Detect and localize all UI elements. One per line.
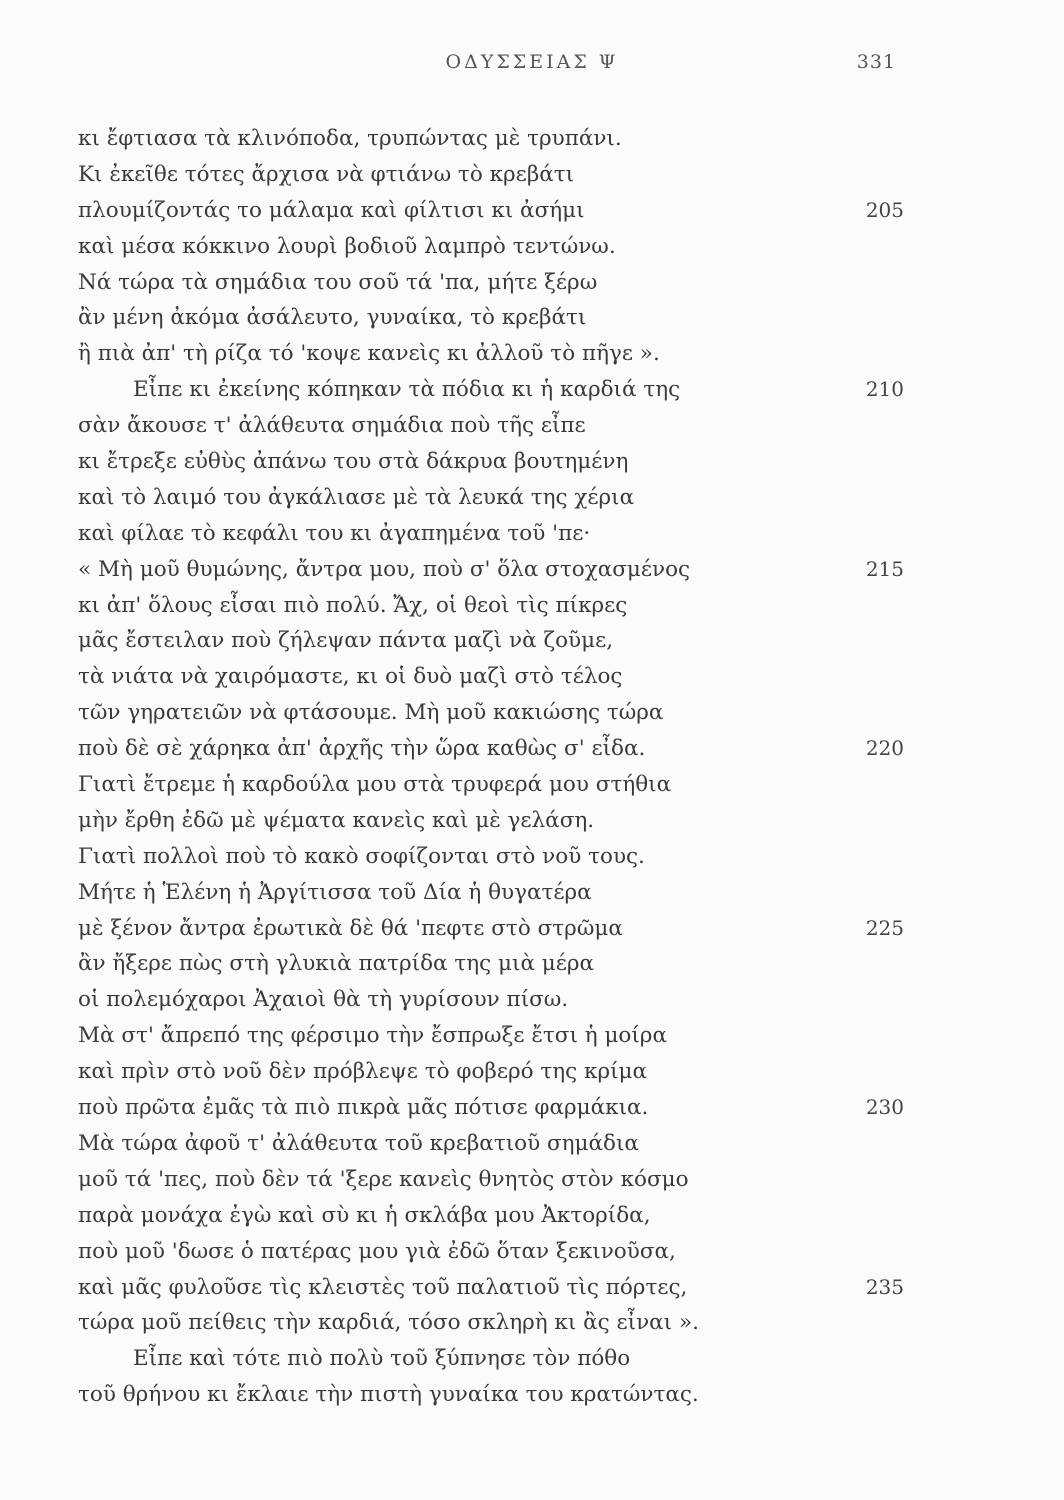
verse-line: [0, 300, 1064, 336]
verse-line: [0, 1377, 1064, 1413]
verse-line-text: κι ἔφτιασα τὰ κλινόποδα, τρυπώντας μὲ τρυπάνι.: [78, 126, 622, 151]
line-number: 230: [865, 1095, 904, 1120]
verse-line-text: καὶ μέσα κόκκινο λουρὶ βοδιοῦ λαμπρὸ τεντώνω.: [78, 233, 616, 259]
line-number: 210: [865, 377, 904, 402]
verse-line: [0, 265, 1064, 301]
verse-line-text: Νά τώρα τὰ σημάδια του σοῦ τά 'πα, μήτε ξέρω: [78, 269, 598, 295]
verse-line: [0, 875, 1064, 911]
verse-line: [0, 444, 1064, 480]
verse-line: [0, 408, 1064, 444]
verse-line: [0, 767, 1064, 803]
verse-line: [0, 839, 1064, 875]
verse-line: [0, 1054, 1064, 1090]
verse-line: [0, 1126, 1064, 1162]
line-number: 205: [865, 197, 904, 222]
verse-line: [0, 193, 1064, 229]
verse-line-text: μὴν ἔρθη ἐδῶ μὲ ψέματα κανεὶς καὶ μὲ γελάση.: [78, 807, 595, 833]
verse-line-text: μοῦ τά 'πες, ποὺ δὲν τά 'ξερε κανεὶς θνητὸς στὸν κόσμο: [78, 1166, 689, 1192]
verse-line: [0, 659, 1064, 695]
line-number: 215: [865, 556, 904, 581]
verse-line: [0, 516, 1064, 552]
verse-line: [0, 803, 1064, 839]
verse-line-text: πλουμίζοντάς το μάλαμα καὶ φίλτισι κι ἀσήμι: [78, 197, 585, 223]
verse-line: [0, 731, 1064, 767]
verse-line-text: Εἶπε κι ἐκείνης κόπηκαν τὰ πόδια κι ἡ καρδιά της: [133, 377, 681, 403]
verse-line-text: καὶ φίλαε τὸ κεφάλι του κι ἀγαπημένα τοῦ 'πε·: [78, 520, 591, 546]
verse-line-text: Κι ἐκεῖθε τότες ἄρχισα νὰ φτιάνω τὸ κρεβάτι: [78, 161, 575, 187]
verse-line: [0, 1162, 1064, 1198]
verse-line-text: παρὰ μονάχα ἐγὼ καὶ σὺ κι ἡ σκλάβα μου Ἀκτορίδα,: [78, 1202, 651, 1228]
verse-line-text: τῶν γηρατειῶν νὰ φτάσουμε. Μὴ μοῦ κακιώσης τώρα: [78, 700, 664, 726]
verse-line-text: μᾶς ἔστειλαν ποὺ ζήλεψαν πάντα μαζὶ νὰ ζοῦμε,: [78, 628, 614, 654]
verse-line-text: Μὰ στ' ἄπρεπό της φέρσιμο τὴν ἔσπρωξε ἔτσι ἡ μοίρα: [78, 1023, 667, 1049]
verse-line-text: ποὺ μοῦ 'δωσε ὁ πατέρας μου γιὰ ἐδῶ ὅταν ξεκινοῦσα,: [78, 1238, 676, 1264]
verse-line: [0, 1234, 1064, 1270]
verse-line-text: Γιατὶ ἔτρεμε ἡ καρδούλα μου στὰ τρυφερά μου στήθια: [78, 772, 672, 798]
verse-line-text: τώρα μοῦ πείθεις τὴν καρδιά, τόσο σκληρὴ κι ἂς εἶναι ».: [78, 1310, 699, 1336]
verse-line-text: τοῦ θρήνου κι ἔκλαιε τὴν πιστὴ γυναίκα του κρατώντας.: [78, 1382, 699, 1408]
verse-line-text: Εἶπε καὶ τότε πιὸ πολὺ τοῦ ξύπνησε τὸν πόθο: [133, 1346, 631, 1372]
verse-line-text: μὲ ξένον ἄντρα ἐρωτικὰ δὲ θά 'πεφτε στὸ στρῶμα: [78, 915, 623, 941]
verse-line: [0, 372, 1064, 408]
verse-line-text: κι ἀπ' ὅλους εἶσαι πιὸ πολύ. Ἄχ, οἱ θεοὶ τὶς πίκρες: [78, 592, 628, 618]
verse-line-text: ποὺ δὲ σὲ χάρηκα ἀπ' ἀρχῆς τὴν ὥρα καθὼς σ' εἶδα.: [78, 736, 646, 762]
verse-line: [0, 336, 1064, 372]
verse-line: [0, 911, 1064, 947]
verse-line: [0, 552, 1064, 588]
verse-line: [0, 480, 1064, 516]
verse-text: [0, 121, 1064, 1413]
verse-line: [0, 695, 1064, 731]
verse-line-text: « Μὴ μοῦ θυμώνης, ἄντρα μου, ποὺ σ' ὅλα στοχασμένος: [78, 556, 691, 582]
running-title: ΟΔΥΣΣΕΙΑΣ Ψ: [445, 51, 619, 73]
verse-line-text: Γιατὶ πολλοὶ ποὺ τὸ κακὸ σοφίζονται στὸ νοῦ τους.: [78, 843, 645, 869]
verse-line: [0, 1090, 1064, 1126]
verse-line-text: τὰ νιάτα νὰ χαιρόμαστε, κι οἱ δυὸ μαζὶ στὸ τέλος: [78, 664, 623, 690]
verse-line: [0, 946, 1064, 982]
verse-line: [0, 229, 1064, 265]
verse-line-text: καὶ τὸ λαιμό του ἀγκάλιασε μὲ τὰ λευκά της χέρια: [78, 484, 635, 510]
verse-line-text: ποὺ πρῶτα ἐμᾶς τὰ πιὸ πικρὰ μᾶς πότισε φαρμάκια.: [78, 1095, 649, 1121]
verse-line: [0, 1341, 1064, 1377]
line-number: 235: [865, 1274, 904, 1299]
verse-line: [0, 623, 1064, 659]
verse-line: [0, 588, 1064, 624]
verse-line-text: ἢ πιὰ ἀπ' τὴ ρίζα τό 'κοψε κανεὶς κι ἀλλοῦ τὸ πῆγε ».: [78, 341, 660, 367]
verse-line: [0, 1018, 1064, 1054]
verse-line: [0, 1198, 1064, 1234]
verse-line-text: καὶ πρὶν στὸ νοῦ δὲν πρόβλεψε τὸ φοβερό της κρίμα: [78, 1059, 648, 1085]
verse-line-text: οἱ πολεμόχαροι Ἀχαιοὶ θὰ τὴ γυρίσουν πίσω.: [78, 987, 569, 1013]
verse-line-text: κι ἔτρεξε εὐθὺς ἀπάνω του στὰ δάκρυα βουτημένη: [78, 449, 629, 475]
line-number: 220: [865, 736, 904, 761]
verse-line-text: ἂν ἤξερε πὼς στὴ γλυκιὰ πατρίδα της μιὰ μέρα: [78, 951, 595, 977]
verse-line: [0, 157, 1064, 193]
verse-line: [0, 1305, 1064, 1341]
verse-line: [0, 121, 1064, 157]
verse-line: [0, 1270, 1064, 1306]
verse-line-text: σὰν ἄκουσε τ' ἀλάθευτα σημάδια ποὺ τῆς εἶπε: [78, 413, 586, 439]
verse-line-text: ἂν μένη ἀκόμα ἀσάλευτο, γυναίκα, τὸ κρεβάτι: [78, 305, 587, 331]
verse-line: [0, 982, 1064, 1018]
verse-line-text: Μήτε ἡ Ἑλένη ἡ Ἀργίτισσα τοῦ Δία ἡ θυγατέρα: [78, 879, 592, 905]
page-number: 331: [856, 51, 896, 73]
verse-line-text: Μὰ τώρα ἀφοῦ τ' ἀλάθευτα τοῦ κρεβατιοῦ σημάδια: [78, 1130, 639, 1156]
line-number: 225: [865, 915, 904, 940]
verse-line-text: καὶ μᾶς φυλοῦσε τὶς κλειστὲς τοῦ παλατιοῦ τὶς πόρτες,: [78, 1274, 688, 1300]
